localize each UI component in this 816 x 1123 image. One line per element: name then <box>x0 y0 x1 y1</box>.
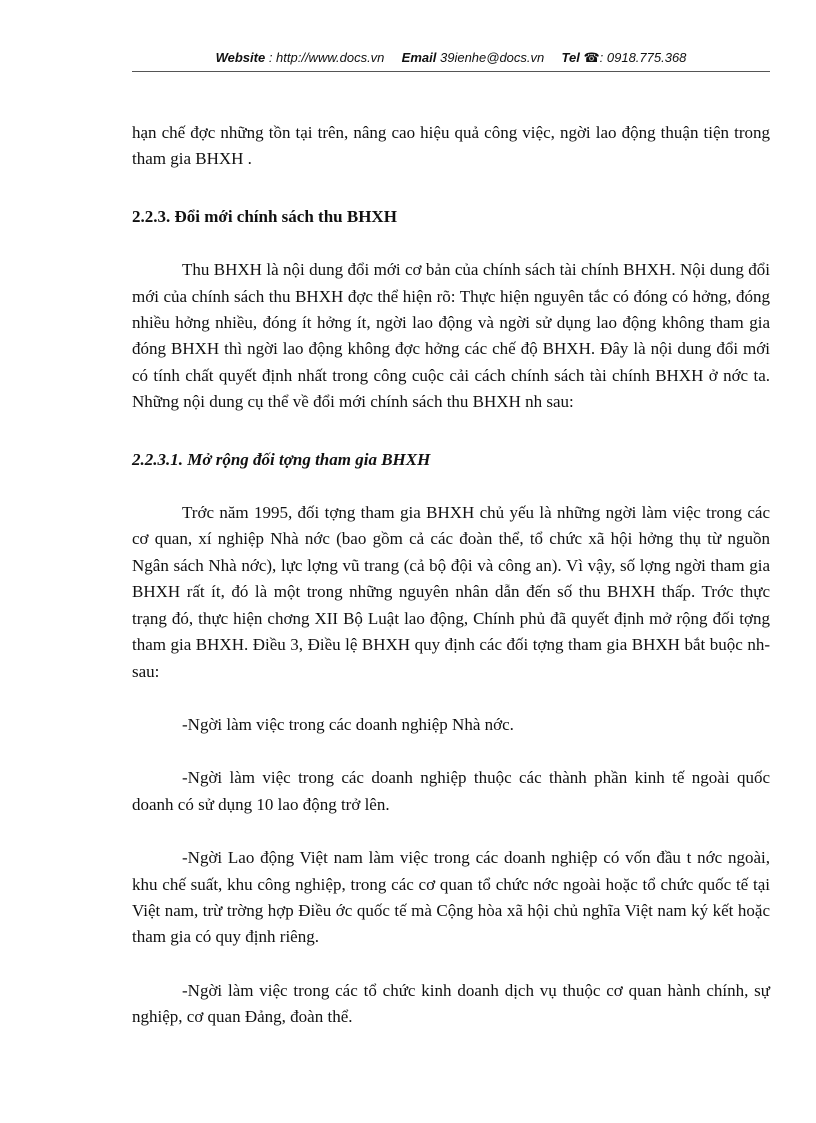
section-heading-2-2-3: 2.2.3. Đổi mới chính sách thu BHXH <box>132 206 397 226</box>
list-item-4: -Ngời làm việc trong các tổ chức kinh doanh dịch vụ thuộc cơ quan hành chính, sự nghiệp, cơ quan Đảng, đoàn thể. <box>132 980 770 1027</box>
header-rule <box>132 71 770 72</box>
section-heading-2-2-3-1: 2.2.3.1. Mở rộng đối tợng tham gia BHXH <box>132 449 431 469</box>
email-label: Email <box>401 50 437 65</box>
phone-icon: ☎ <box>583 50 600 65</box>
tel-value: : 0918.775.368 <box>599 50 687 65</box>
list-item-3: -Ngời Lao động Việt nam làm việc trong các doanh nghiệp có vốn đầu t nớc ngoài, khu chế suất, khu công nghiệp, trong các cơ quan tổ chức nớc ngoài hoặc tổ chức quốc tế tại Việt nam, trừ trờng hợp Điều ớc quốc tế mà Cộng hòa xã hội chủ nghĩa Việt nam ký kết hoặc tham gia có quy định riêng. <box>132 848 770 947</box>
website-url: : http://www.docs.vn <box>268 50 385 65</box>
paragraph-continuation: hạn chế đợc những tồn tại trên, nâng cao hiệu quả công việc, ngời lao động thuận tiện trong tham gia BHXH . <box>132 123 770 169</box>
list-item-1: -Ngời làm việc trong các doanh nghiệp Nhà nớc. <box>182 714 514 734</box>
page-header <box>132 50 770 66</box>
tel-label: Tel <box>561 50 580 65</box>
paragraph-thu-bhxh: Thu BHXH là nội dung đổi mới cơ bản của chính sách tài chính BHXH. Nội dung đổi mới của chính sách thu BHXH đợc thể hiện rõ: Thực hiện nguyên tắc có đóng có hởng, đóng nhiều hởng nhiều, đóng ít hởng ít, ngời lao động và ngời sử dụng lao động không tham gia đóng BHXH thì ngời lao động không đợc hởng các chế độ BHXH. Đây là nội dung đổi mới có tính chất quyết định nhất trong công cuộc cải cách chính sách tài chính BHXH ở nớc ta. Những nội dung cụ thể về đổi mới chính sách thu BHXH nh sau: <box>132 260 770 412</box>
paragraph-truoc-nam-1995: Trớc năm 1995, đối tợng tham gia BHXH chủ yếu là những ngời làm việc trong các cơ quan, xí nghiệp Nhà nớc (bao gồm cả các đoàn thể, tổ chức xã hội hởng thụ từ nguồn Ngân sách Nhà nớc), lực lợng vũ trang (cả bộ đội và công an). Vì vậy, số lợng ngời tham gia BHXH rất ít, đó là một trong những nguyên nhân dẫn đến số thu BHXH thấp. Trớc thực trạng đó, thực hiện chơng XII Bộ Luật lao động, Chính phủ đã quyết định mở rộng đối tợng tham gia BHXH. Điều 3, Điều lệ BHXH quy định các đối tợng tham gia BHXH bắt buộc nh sau: <box>132 503 770 681</box>
list-item-2: -Ngời làm việc trong các doanh nghiệp thuộc các thành phần kinh tế ngoài quốc doanh có sử dụng 10 lao động trở lên. <box>132 768 770 814</box>
document-body <box>132 120 770 1031</box>
email-value: 39ienhe@docs.vn <box>439 50 545 65</box>
website-label: Website <box>215 50 266 65</box>
